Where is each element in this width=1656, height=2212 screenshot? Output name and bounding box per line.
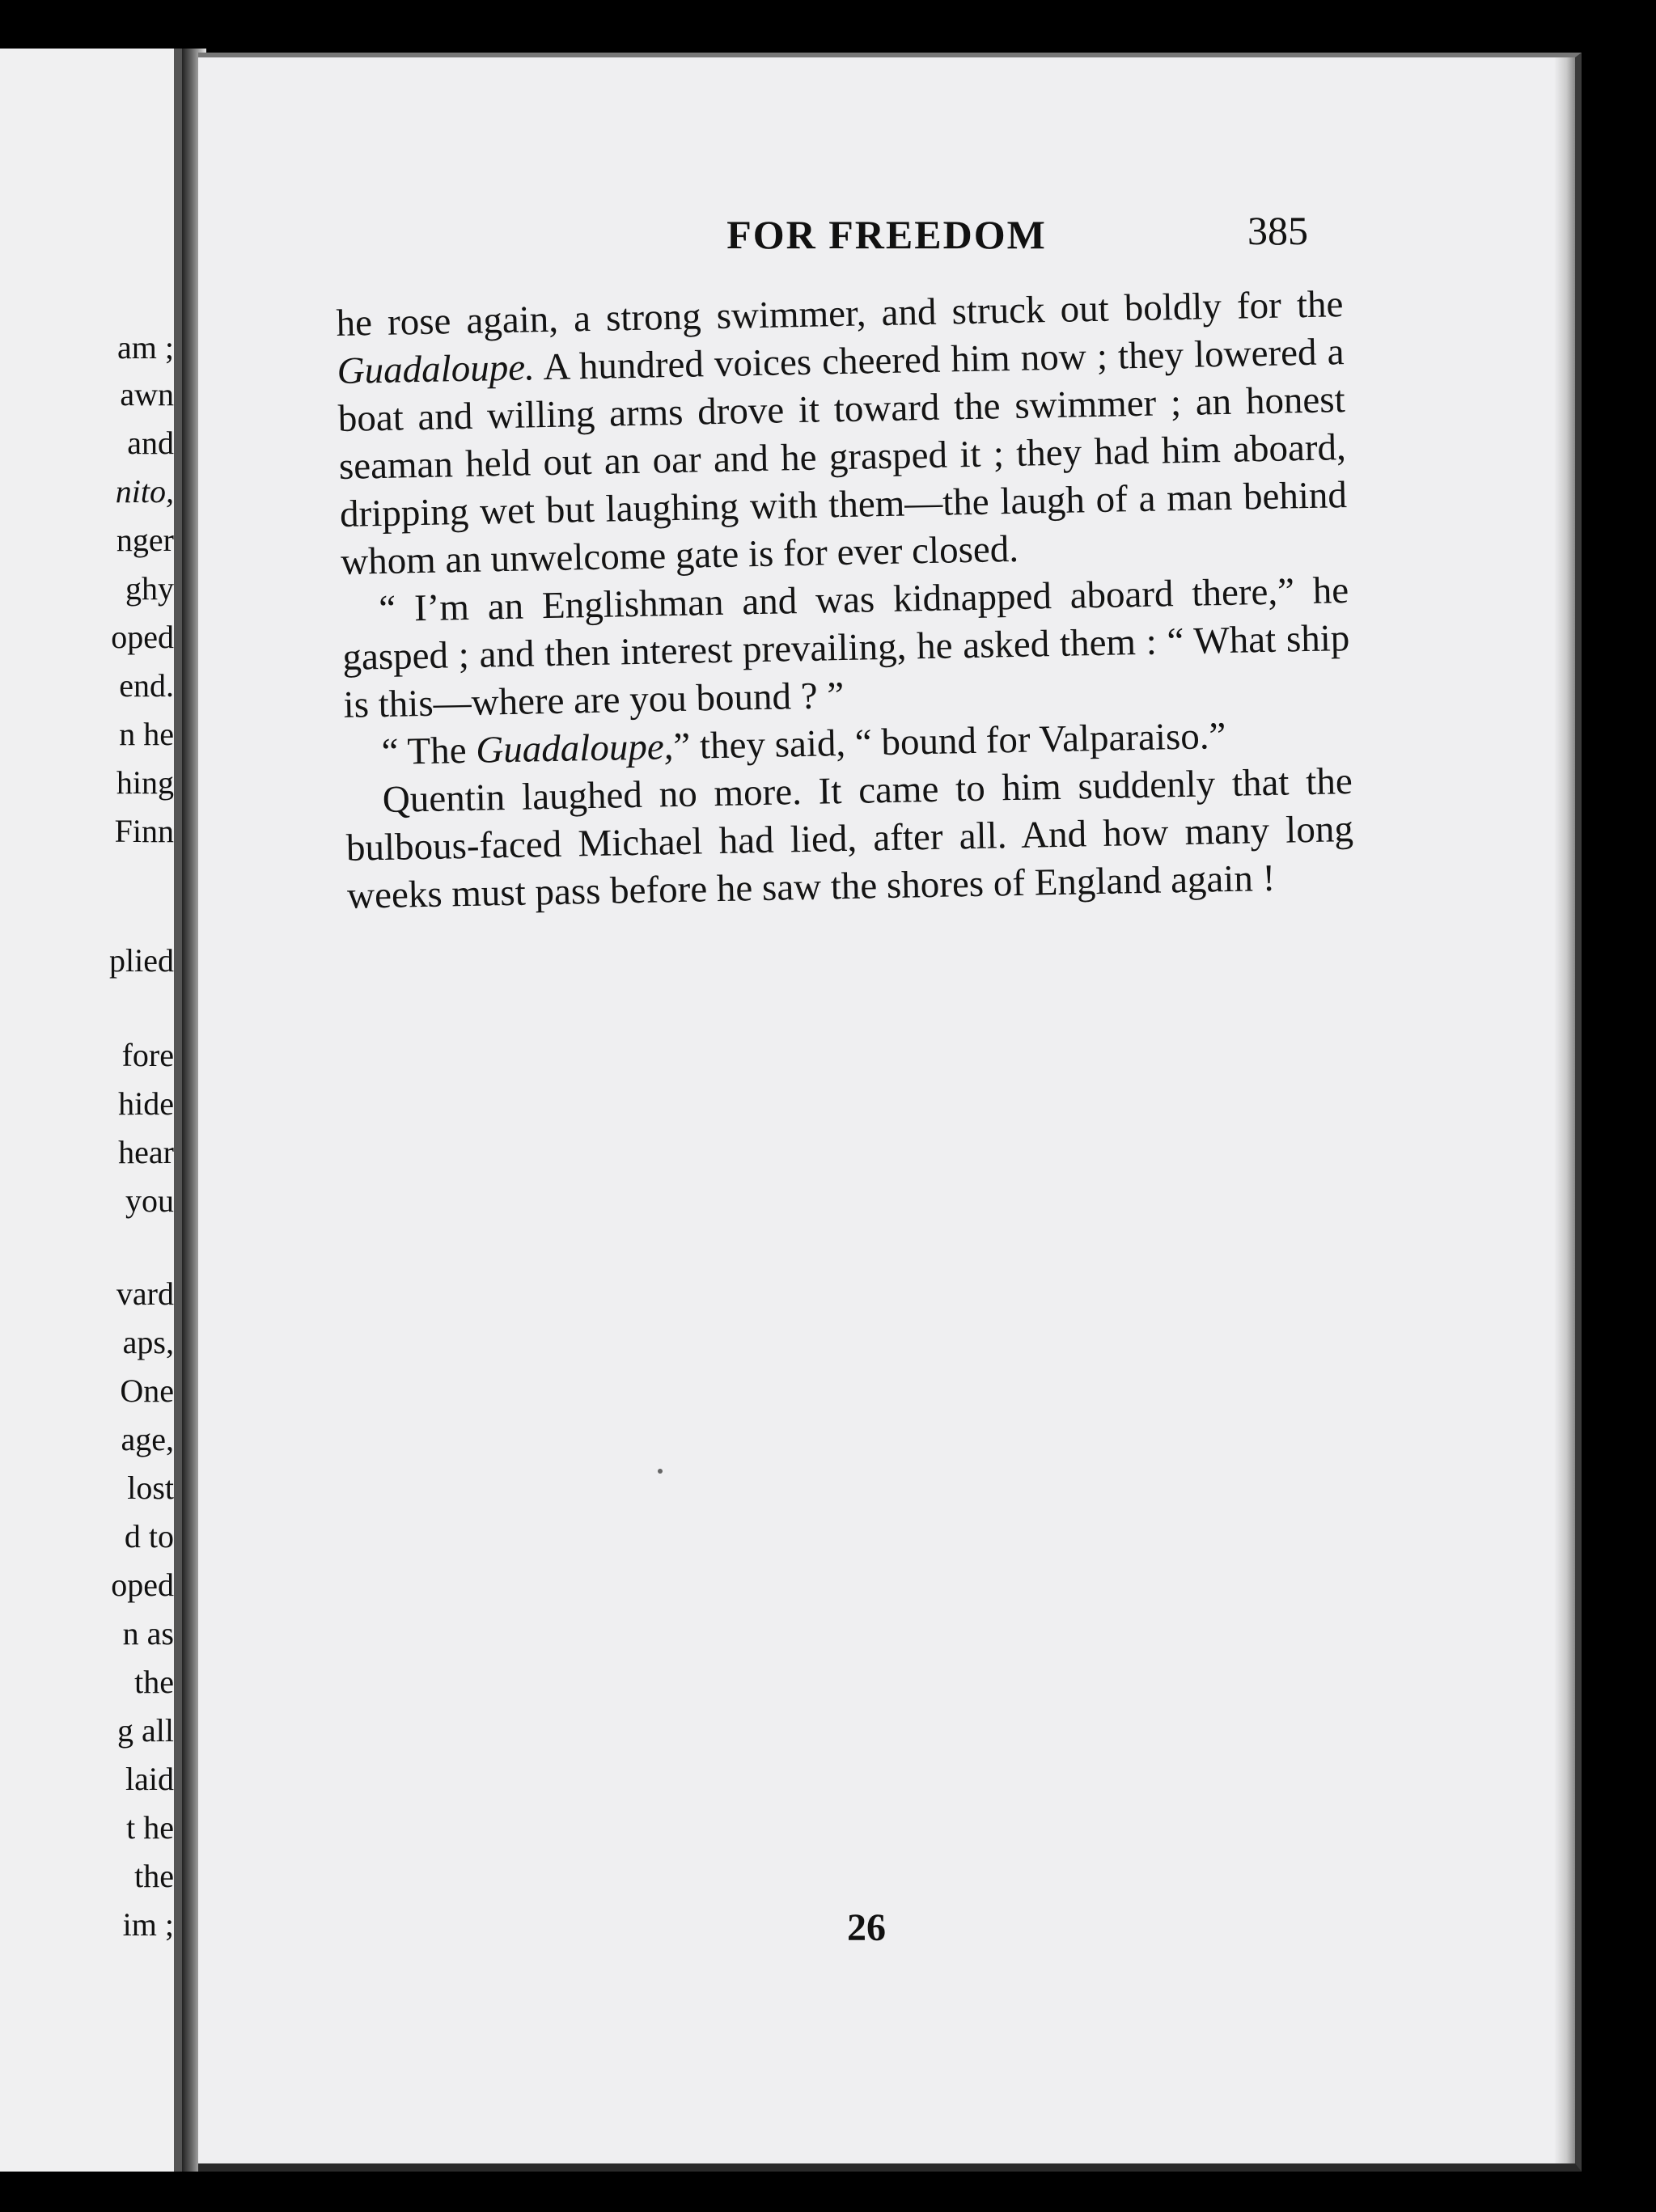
left-page-line-fragment: Finn [114, 813, 174, 849]
left-page-line-fragment: fore [121, 1037, 174, 1073]
left-page-line-fragment: d to [124, 1518, 174, 1554]
left-page-line-fragment: im ; [122, 1906, 174, 1943]
left-page-line-fragment: n as [122, 1615, 174, 1652]
left-page-line-fragment: vard [116, 1275, 174, 1312]
left-page-line-fragment: nito, [115, 473, 174, 510]
paragraph-4: Quentin laughed no more. It came to him suddenly that the bulbous-faced Michael had lied, after all. And how many long weeks must pass before he saw the shores of England again ! [345, 759, 1354, 917]
left-page-line-fragment: t he [126, 1809, 174, 1846]
left-page-line-fragment: and [127, 425, 174, 461]
left-page-line-fragment: hide [118, 1085, 174, 1122]
page-number: 385 [1247, 208, 1308, 253]
left-page-line-fragment: am ; [117, 329, 174, 366]
left-page-line-fragment: plied [109, 942, 174, 979]
left-page-line-fragment: the [134, 1664, 174, 1700]
book-page [198, 53, 1582, 2172]
left-page-line-fragment: g all [117, 1712, 174, 1749]
paragraph-2: “ I’m an Englishman and was kidnapped aboard there,” he gasped ; and then interest prevailing, he asked them : “ What ship is this—where are you bound ? ” [341, 569, 1350, 726]
left-page-line-fragment: awn [120, 376, 174, 412]
left-page-line-fragment: n he [119, 716, 174, 752]
paragraph-3: “ The Guadaloupe,” they said, “ bound for Valparaiso.” [381, 714, 1226, 774]
left-page-line-fragment: end. [119, 667, 174, 704]
left-page-line-fragment: hing [116, 764, 174, 801]
left-page-line-fragment: nger [116, 522, 174, 558]
previous-page-fragment [0, 49, 182, 2172]
left-page-line-fragment: lost [127, 1470, 174, 1506]
paragraph-1: he rose again, a strong swimmer, and struck out boldly for the Guadaloupe. A hundred voices cheered him now ; they lowered a boat and willing arms drove it toward the swimmer ; an honest seaman held out an oar and he grasped it ; they had him aboard, dripping wet but laughing with them—the laugh of a man behind whom an unwelcome gate is for ever closed. [336, 283, 1348, 583]
left-page-line-fragment: hear [118, 1134, 174, 1170]
left-page-line-fragment: laid [125, 1761, 174, 1797]
running-head: FOR FREEDOM [726, 212, 1047, 257]
left-page-line-fragment: the [134, 1858, 174, 1894]
left-page-line-fragment: ghy [125, 570, 174, 607]
left-page-line-fragment: oped [111, 1567, 174, 1603]
paper-speck [658, 1469, 663, 1474]
left-page-line-fragment: age, [121, 1421, 174, 1457]
left-page-line-fragment: aps, [122, 1324, 174, 1360]
left-page-line-fragment: One [120, 1372, 174, 1409]
left-page-line-fragment: you [125, 1182, 174, 1219]
left-page-line-fragment: oped [111, 619, 174, 655]
signature-mark: 26 [847, 1906, 886, 1949]
body-text [336, 281, 1354, 920]
